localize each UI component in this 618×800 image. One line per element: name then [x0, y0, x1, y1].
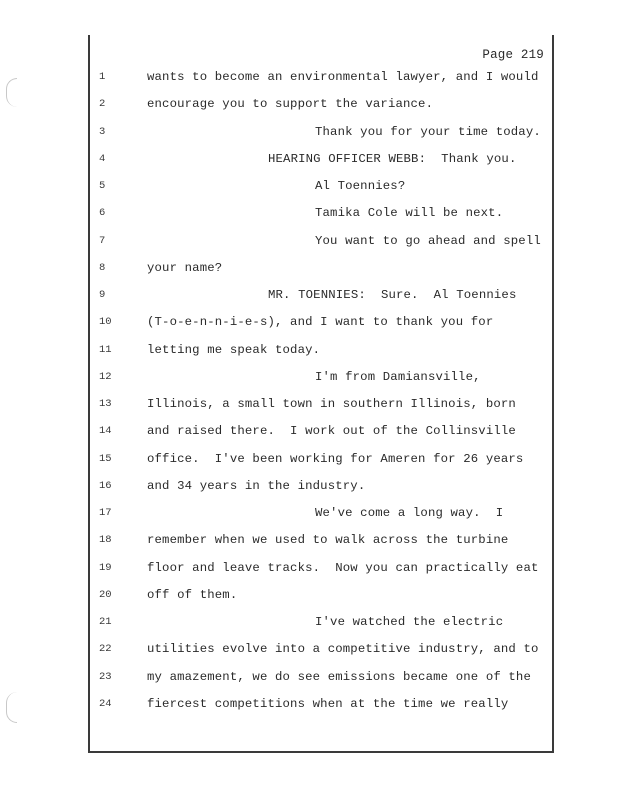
transcript-line: my amazement, we do see emissions became one of the: [147, 669, 531, 684]
transcript-line: your name?: [147, 260, 223, 275]
line-number: 12: [99, 370, 112, 383]
transcript-line: MR. TOENNIES: Sure. Al Toennies: [268, 288, 517, 302]
line-number: 6: [99, 207, 106, 220]
line-number: 13: [99, 398, 112, 410]
transcript-line: office. I've been working for Ameren for 26 years: [147, 451, 524, 466]
transcript-line: fiercest competitions when at the time we really: [147, 696, 509, 711]
line-number: 4: [99, 152, 106, 165]
transcript-line: and raised there. I work out of the Collinsville: [147, 424, 516, 439]
transcript-line: Tamika Cole will be next.: [315, 206, 504, 221]
transcript-line: and 34 years in the industry.: [147, 478, 366, 493]
line-number: 15: [99, 452, 112, 465]
page-number: Page 219: [482, 48, 544, 62]
transcript-line: Illinois, a small town in southern Illinois, born: [147, 397, 516, 411]
line-number: 23: [99, 670, 112, 683]
transcript-line: (T-o-e-n-n-i-e-s), and I want to thank you for: [147, 315, 494, 330]
line-number: 22: [99, 643, 112, 656]
line-number: 16: [99, 479, 112, 492]
line-number: 24: [99, 697, 112, 710]
transcript-line: Thank you for your time today.: [315, 124, 541, 139]
line-number: 14: [99, 425, 112, 438]
transcript-line: off of them.: [147, 587, 238, 602]
transcript-line: letting me speak today.: [147, 342, 321, 357]
line-number: 20: [99, 588, 112, 601]
transcript-line: You want to go ahead and spell: [315, 233, 541, 248]
transcript-line: Al Toennies?: [315, 179, 406, 193]
line-number: 7: [99, 234, 106, 247]
line-number: 17: [99, 507, 112, 519]
line-number: 18: [99, 534, 112, 547]
line-number: 3: [99, 125, 106, 138]
transcript-line: HEARING OFFICER WEBB: Thank you.: [268, 151, 517, 166]
line-number: 10: [99, 316, 112, 329]
line-number: 11: [99, 343, 112, 356]
transcript-line: encourage you to support the variance.: [147, 97, 434, 112]
transcript-line: I've watched the electric: [315, 615, 504, 629]
transcript-line: utilities evolve into a competitive industry, and to: [147, 642, 539, 657]
line-number: 5: [99, 180, 106, 192]
transcript-line: floor and leave tracks. Now you can practically eat: [147, 560, 539, 575]
line-number: 21: [99, 616, 112, 628]
scan-artifact-top: [6, 78, 17, 107]
line-number: 8: [99, 261, 106, 274]
transcript-line: wants to become an environmental lawyer, and I would: [147, 70, 539, 84]
transcript-line: We've come a long way. I: [315, 506, 504, 520]
transcript-line: remember when we used to walk across the turbine: [147, 533, 509, 548]
line-number: 1: [99, 71, 106, 83]
line-number: 19: [99, 561, 112, 574]
scan-artifact-bottom: [6, 692, 17, 723]
line-number: 9: [99, 289, 106, 301]
line-number: 2: [99, 98, 106, 111]
transcript-line: I'm from Damiansville,: [315, 369, 481, 384]
